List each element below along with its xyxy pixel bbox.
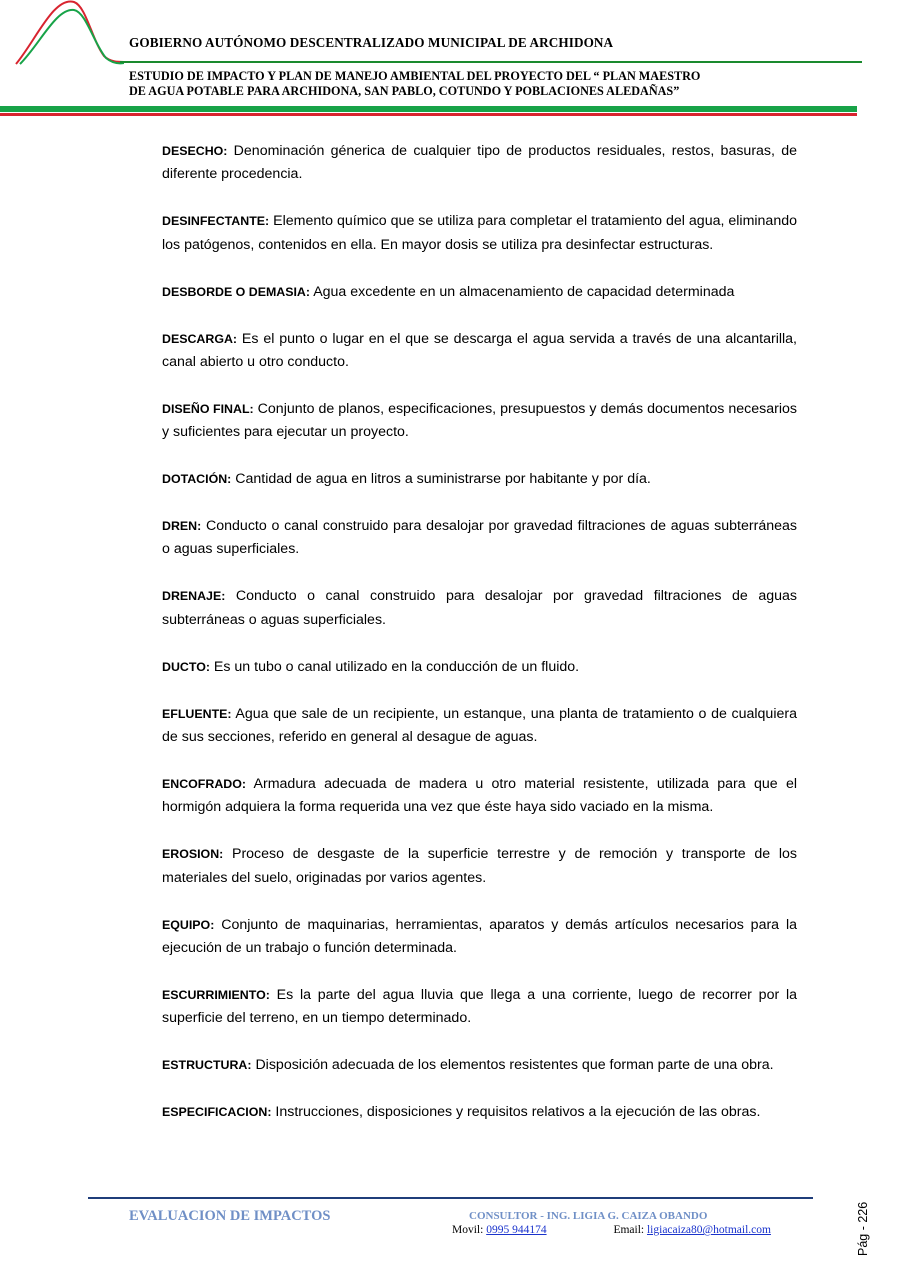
glossary-definition: Agua que sale de un recipiente, un estanque, una planta de tratamiento o de cualquiera de sus secciones, referido en general al desague de aguas.	[162, 705, 797, 745]
glossary-term: DESECHO:	[162, 144, 228, 158]
glossary-entry	[162, 468, 797, 491]
header-band-green	[0, 106, 857, 112]
glossary-definition: Cantidad de agua en litros a suministrarse por habitante y por día.	[235, 471, 651, 488]
glossary-definition: Agua excedente en un almacenamiento de capacidad determinada	[313, 283, 735, 300]
glossary-term: ESCURRIMIENTO:	[162, 987, 270, 1002]
glossary-term: DRENAJE:	[162, 589, 226, 604]
glossary-definition: Denominación génerica de cualquier tipo de productos residuales, restos, basuras, de diferente procedencia.	[162, 143, 798, 183]
glossary-term: ENCOFRADO:	[162, 776, 246, 791]
glossary-term: EQUIPO:	[162, 917, 215, 932]
glossary-term: DUCTO:	[162, 659, 210, 674]
glossary-term: DESBORDE O DEMASIA:	[162, 284, 311, 299]
glossary-definition: Es un tubo o canal utilizado en la conducción de un fluido.	[213, 658, 580, 675]
glossary-entry	[162, 1054, 797, 1077]
email-link[interactable]: ligiacaiza80@hotmail.com	[646, 1224, 771, 1236]
glossary-entry	[162, 703, 797, 750]
header-subtitle-line-2: DE AGUA POTABLE PARA ARCHIDONA, SAN PABLO, COTUNDO Y POBLACIONES ALEDAÑAS”	[129, 83, 680, 98]
header-divider	[120, 61, 862, 63]
glossary-definition: Es la parte del agua lluvia que llega a una corriente, luego de recorrer por la superficie del terreno, en un tiempo determinado.	[162, 986, 797, 1027]
glossary-term: DISEÑO FINAL:	[162, 401, 254, 416]
glossary-term: DESINFECTANTE:	[162, 214, 270, 229]
footer-divider	[88, 1197, 813, 1199]
glossary-definition: Instrucciones, disposiciones y requisitos relativos a la ejecución de las obras.	[275, 1104, 761, 1121]
glossary-definition: Disposición adecuada de los elementos resistentes que forman parte de una obra.	[255, 1057, 774, 1074]
glossary-definition: Armadura adecuada de madera u otro material resistente, utilizada para que el hormigón adquiera la forma requerida una vez que éste haya sido vaciado en la misma.	[162, 775, 797, 816]
glossary-entry	[162, 843, 797, 890]
footer-contact	[452, 1224, 771, 1236]
header-subtitle-line-1: ESTUDIO DE IMPACTO Y PLAN DE MANEJO AMBIENTAL DEL PROYECTO DEL “ PLAN MAESTRO	[129, 69, 701, 83]
glossary-entry	[162, 140, 797, 187]
municipal-logo-icon	[14, 0, 124, 66]
glossary-entry	[162, 210, 797, 257]
glossary-entry	[162, 398, 797, 445]
header-title: GOBIERNO AUTÓNOMO DESCENTRALIZADO MUNICIPAL DE ARCHIDONA	[129, 35, 614, 50]
glossary-term: DREN:	[162, 519, 202, 534]
glossary-entry	[162, 773, 797, 820]
glossary-term: ESTRUCTURA:	[162, 1058, 252, 1073]
footer-consultant: CONSULTOR - ING. LIGIA G. CAIZA OBANDO	[469, 1210, 708, 1222]
header-subtitle	[129, 69, 829, 98]
page-number: Pág - 226	[856, 1201, 870, 1256]
glossary-entry	[162, 328, 797, 375]
glossary-entry	[162, 914, 797, 961]
email-label: Email:	[613, 1224, 645, 1236]
glossary-term: EROSION:	[162, 847, 224, 862]
glossary-entry	[162, 984, 797, 1031]
glossary-definition: Proceso de desgaste de la superficie terrestre y de remoción y transporte de los materiales del suelo, originadas por varios agentes.	[162, 846, 797, 886]
glossary-definition: Elemento químico que se utiliza para completar el tratamiento del agua, eliminando los patógenos, contenidos en ella. En mayor dosis se utiliza pra desinfectar estructuras.	[162, 213, 797, 253]
glossary-entry	[162, 281, 797, 304]
header-band-red	[0, 113, 857, 116]
glossary-definition: Conjunto de maquinarias, herramientas, aparatos y demás artículos necesarios para la ejecución de un trabajo o función determinada.	[162, 916, 797, 956]
glossary-definition: Conducto o canal construido para desalojar por gravedad filtraciones de aguas subterráneas o aguas superficiales.	[162, 588, 797, 628]
movil-label: Movil:	[452, 1224, 484, 1236]
glossary-definition: Conjunto de planos, especificaciones, presupuestos y demás documentos necesarios y suficientes para ejecutar un proyecto.	[162, 400, 797, 441]
glossary-definition: Conducto o canal construido para desalojar por gravedad filtraciones de aguas subterráneas o aguas superficiales.	[162, 518, 797, 558]
glossary-term: DOTACIÓN:	[162, 472, 232, 487]
glossary-entry	[162, 585, 797, 632]
glossary-entry	[162, 1101, 797, 1124]
glossary-definition: Es el punto o lugar en el que se descarga el agua servida a través de una alcantarilla, canal abierto u otro conducto.	[162, 330, 797, 370]
glossary	[162, 140, 797, 1148]
glossary-term: EFLUENTE:	[162, 706, 232, 721]
glossary-term: ESPECIFICACION:	[162, 1105, 272, 1120]
footer-section-title: EVALUACION DE IMPACTOS	[129, 1208, 331, 1224]
movil-link[interactable]: 0995 944174	[486, 1224, 547, 1236]
glossary-entry	[162, 656, 797, 679]
glossary-term: DESCARGA:	[162, 331, 238, 346]
glossary-entry	[162, 515, 797, 562]
